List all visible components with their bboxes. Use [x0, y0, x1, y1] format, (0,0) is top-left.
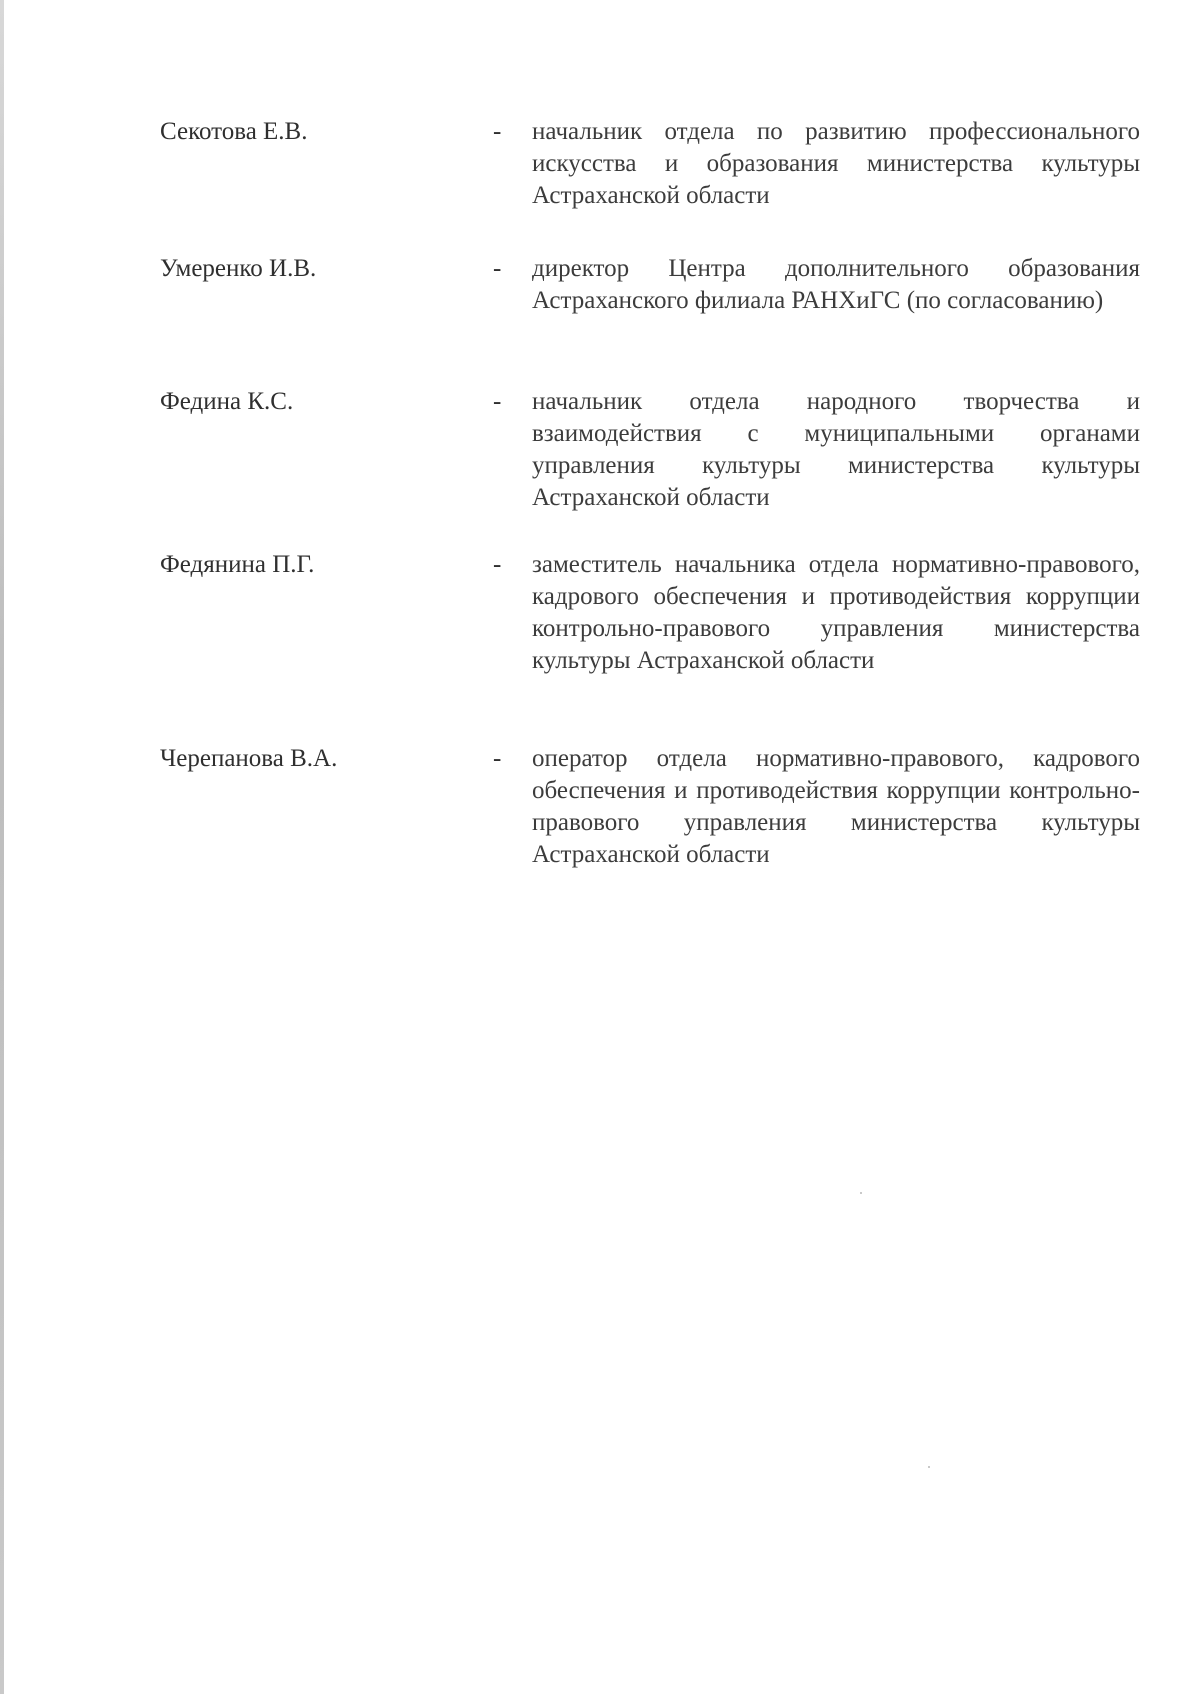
scan-speck	[928, 1466, 930, 1468]
scan-speck	[860, 1192, 862, 1194]
member-name: Секотова Е.В.	[160, 118, 308, 145]
member-position: директор Центра дополнительного образования Астраханского филиала РАНХиГС (по согласованию)	[532, 255, 1140, 314]
member-dash: -	[493, 118, 502, 145]
member-name: Федянина П.Г.	[160, 551, 315, 578]
member-position: начальник отдела по развитию профессионального искусства и образования министерства культуры Астраханской области	[532, 118, 1140, 209]
member-name: Умеренко И.В.	[160, 255, 317, 282]
member-name: Черепанова В.А.	[160, 745, 338, 772]
member-position: оператор отдела нормативно-правового, кадрового обеспечения и противодействия коррупции контрольно-правового управления министерства культуры Астраханской области	[532, 745, 1140, 868]
member-dash: -	[493, 388, 502, 415]
member-position: заместитель начальника отдела нормативно-правового, кадрового обеспечения и противодействия коррупции контрольно-правового управления министерства культуры Астраханской области	[532, 551, 1140, 674]
member-name: Федина К.С.	[160, 388, 294, 415]
member-dash: -	[493, 255, 502, 282]
member-dash: -	[493, 551, 502, 578]
member-position: начальник отдела народного творчества и взаимодействия с муниципальными органами управления культуры министерства культуры Астраханской области	[532, 388, 1140, 511]
member-dash: -	[493, 745, 502, 772]
